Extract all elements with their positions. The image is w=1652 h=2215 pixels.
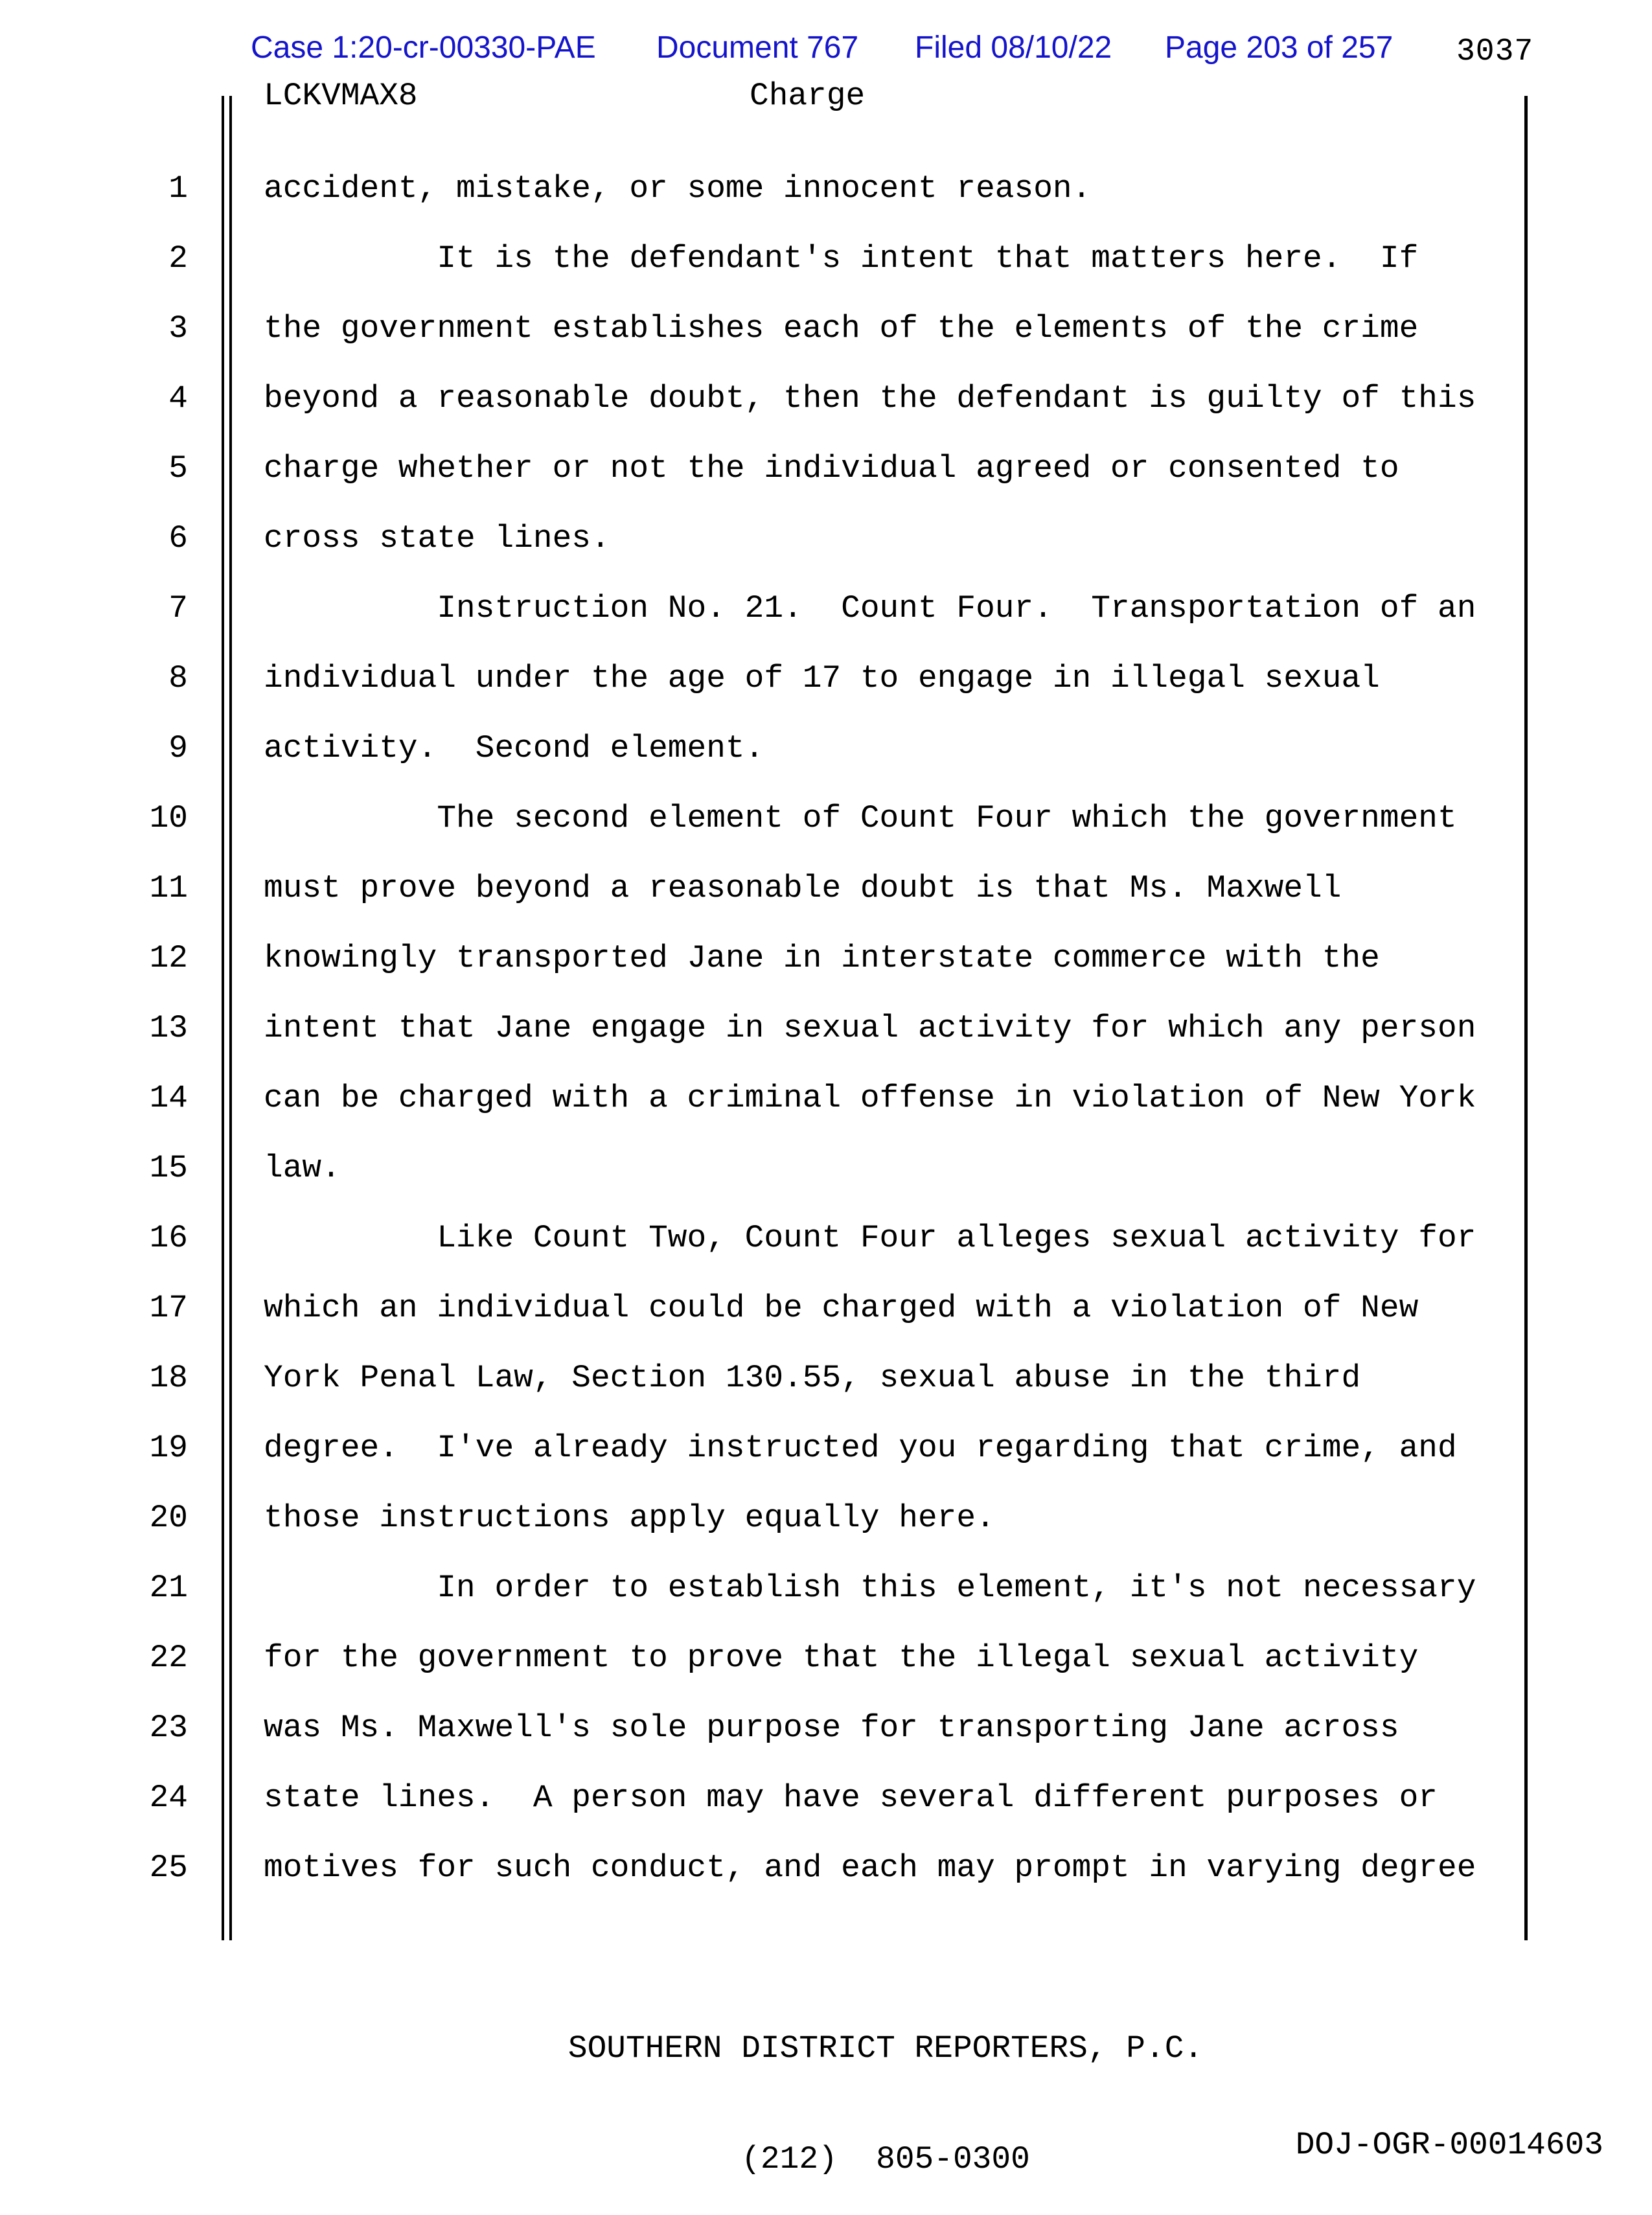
transcript-line [0,923,1652,993]
line-number: 21 [149,1570,188,1606]
line-text: was Ms. Maxwell's sole purpose for transporting Jane across [264,1710,1399,1746]
transcript-line [0,1203,1652,1273]
line-number: 9 [168,730,188,766]
line-text: Instruction No. 21. Count Four. Transportation of an [264,590,1476,626]
line-text: which an individual could be charged with a violation of New [264,1290,1419,1326]
transcript-line [0,1063,1652,1133]
line-text: degree. I've already instructed you regarding that crime, and [264,1430,1457,1466]
transcript-body [0,154,1652,1903]
line-number: 15 [149,1150,188,1186]
transcript-line [0,1273,1652,1343]
line-text: the government establishes each of the elements of the crime [264,310,1419,347]
line-text: intent that Jane engage in sexual activity for which any person [264,1010,1476,1046]
reporter-footer [270,1957,1502,2215]
transcript-line [0,1343,1652,1413]
transcript-line [0,224,1652,293]
line-text: York Penal Law, Section 130.55, sexual abuse in the third [264,1360,1361,1396]
transcript-line [0,1623,1652,1693]
line-number: 5 [168,450,188,487]
line-number: 24 [149,1780,188,1816]
line-text: state lines. A person may have several different purposes or [264,1780,1438,1816]
filed-date: Filed 08/10/22 [915,30,1112,65]
line-text: charge whether or not the individual agreed or consented to [264,450,1399,487]
line-number: 25 [149,1850,188,1886]
line-number: 14 [149,1080,188,1116]
line-text: beyond a reasonable doubt, then the defendant is guilty of this [264,380,1476,417]
line-number: 20 [149,1500,188,1536]
transcript-line [0,363,1652,433]
line-number: 3 [168,310,188,347]
line-text: In order to establish this element, it's not necessary [264,1570,1476,1606]
line-number: 18 [149,1360,188,1396]
reporter-phone: (212) 805-0300 [741,2141,1030,2177]
line-number: 11 [149,870,188,906]
transcript-line [0,573,1652,643]
transcript-line [0,503,1652,573]
line-text: those instructions apply equally here. [264,1500,995,1536]
line-number: 8 [168,660,188,696]
line-number: 1 [168,170,188,207]
line-number: 7 [168,590,188,626]
line-text: The second element of Count Four which the government [264,800,1457,836]
transcript-line [0,1693,1652,1763]
line-number: 10 [149,800,188,836]
line-text: must prove beyond a reasonable doubt is that Ms. Maxwell [264,870,1342,906]
transcript-line [0,783,1652,853]
page-indicator: Page 203 of 257 [1165,30,1394,65]
line-number: 22 [149,1640,188,1676]
transcript-line [0,1763,1652,1833]
line-number: 12 [149,940,188,976]
transcript-line [0,1833,1652,1903]
line-text: cross state lines. [264,520,610,557]
line-number: 19 [149,1430,188,1466]
transcript-line [0,1413,1652,1483]
line-text: motives for such conduct, and each may prompt in varying degree [264,1850,1476,1886]
transcript-line [0,993,1652,1063]
line-text: knowingly transported Jane in interstate commerce with the [264,940,1380,976]
line-number: 2 [168,240,188,277]
line-number: 4 [168,380,188,417]
session-id: LCKVMAX8 [264,78,418,114]
case-number: Case 1:20-cr-00330-PAE [251,30,596,65]
line-number: 6 [168,520,188,557]
line-text: for the government to prove that the illegal sexual activity [264,1640,1419,1676]
line-number: 23 [149,1710,188,1746]
transcript-line [0,713,1652,783]
transcript-line [0,1133,1652,1203]
transcript-line [0,1553,1652,1623]
reporter-name: SOUTHERN DISTRICT REPORTERS, P.C. [568,2030,1204,2067]
bates-number: DOJ-OGR-00014603 [1295,2127,1603,2163]
line-text: activity. Second element. [264,730,764,766]
line-number: 13 [149,1010,188,1046]
line-text: can be charged with a criminal offense in violation of New York [264,1080,1476,1116]
transcript-page-number: 3037 [1456,34,1534,69]
line-text: accident, mistake, or some innocent reason. [264,170,1092,207]
transcript-line [0,1483,1652,1553]
page-title: Charge [750,78,866,114]
line-text: law. [264,1150,341,1186]
transcript-line [0,853,1652,923]
line-number: 17 [149,1290,188,1326]
line-number: 16 [149,1220,188,1256]
document-number: Document 767 [656,30,859,65]
transcript-line [0,154,1652,224]
transcript-line [0,643,1652,713]
line-text: It is the defendant's intent that matters here. If [264,240,1419,277]
transcript-line [0,433,1652,503]
transcript-line [0,293,1652,363]
line-text: Like Count Two, Count Four alleges sexual activity for [264,1220,1476,1256]
line-text: individual under the age of 17 to engage in illegal sexual [264,660,1380,696]
